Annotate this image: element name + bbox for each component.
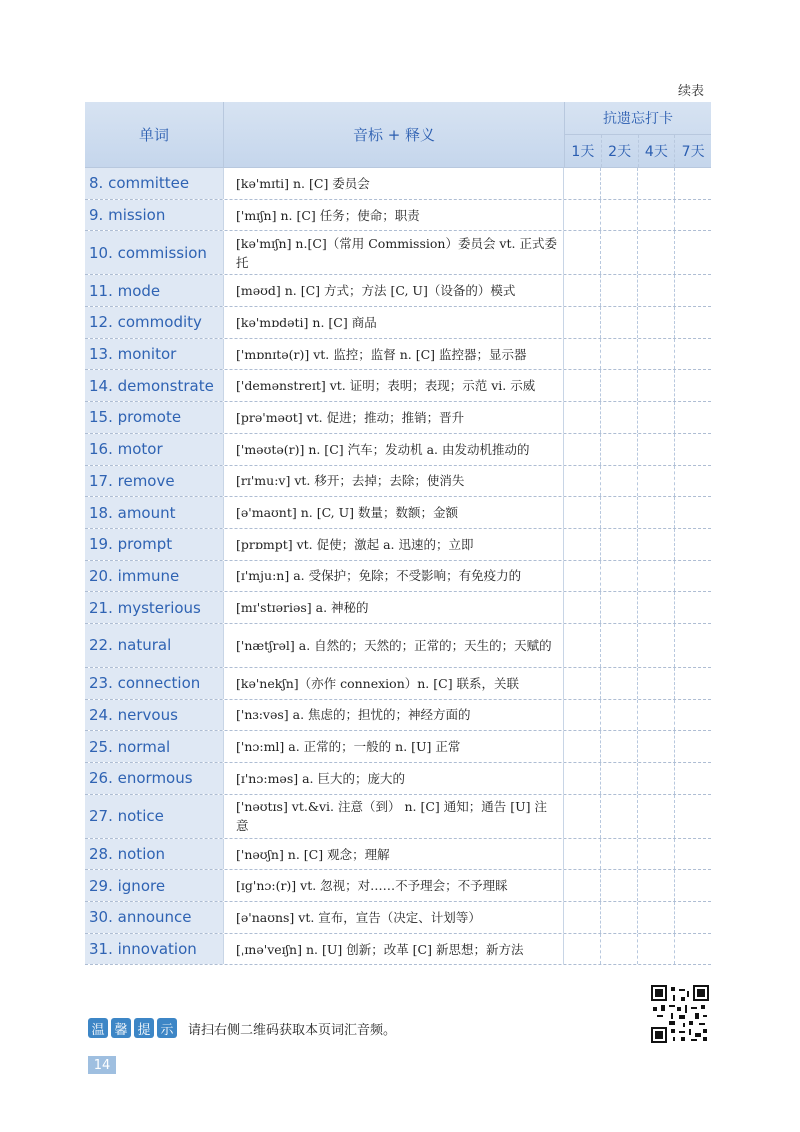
word-cell: 16. motor [85,434,223,465]
checkin-box-1天[interactable] [564,624,600,667]
definition-cell: [prə'məʊt] vt. 促进；推动；推销；晋升 [223,402,563,433]
header-day-7: 7天 [674,135,711,167]
checkin-box-7天[interactable] [674,466,711,497]
word-cell: 31. innovation [85,934,223,965]
checkin-box-4天[interactable] [637,934,674,965]
checkin-box-7天[interactable] [674,370,711,401]
checkin-cells [563,231,711,274]
checkin-box-1天[interactable] [564,795,600,838]
word-cell: 17. remove [85,466,223,497]
word-cell: 27. notice [85,795,223,838]
table-row [85,624,711,668]
checkin-box-4天[interactable] [637,275,674,306]
checkin-cells [563,168,711,199]
checkin-box-7天[interactable] [674,307,711,338]
checkin-box-2天[interactable] [600,497,637,528]
checkin-box-7天[interactable] [674,231,711,274]
checkin-box-1天[interactable] [564,592,600,623]
definition-cell: [məʊd] n. [C] 方式；方法 [C, U]（设备的）模式 [223,275,563,306]
tip-badge: 馨 [111,1018,131,1038]
table-row [85,795,711,839]
definition-cell: ['demənstreɪt] vt. 证明；表明；表现；示范 vi. 示威 [223,370,563,401]
checkin-cells [563,200,711,231]
word-cell: 23. connection [85,668,223,699]
checkin-box-2天[interactable] [600,168,637,199]
word-cell: 25. normal [85,731,223,762]
checkin-box-4天[interactable] [637,902,674,933]
header-days [565,135,711,167]
checkin-box-1天[interactable] [564,168,600,199]
checkin-box-2天[interactable] [600,231,637,274]
checkin-box-7天[interactable] [674,902,711,933]
word-cell: 8. committee [85,168,223,199]
word-cell: 24. nervous [85,700,223,731]
word-cell: 14. demonstrate [85,370,223,401]
word-cell: 26. enormous [85,763,223,794]
checkin-box-4天[interactable] [637,795,674,838]
checkin-box-4天[interactable] [637,731,674,762]
checkin-box-2天[interactable] [600,370,637,401]
definition-cell: ['mɪʃn] n. [C] 任务；使命；职责 [223,200,563,231]
word-cell: 9. mission [85,200,223,231]
checkin-cells [563,700,711,731]
checkin-box-1天[interactable] [564,497,600,528]
word-cell: 30. announce [85,902,223,933]
definition-cell: ['nɜ:vəs] a. 焦虑的；担忧的；神经方面的 [223,700,563,731]
checkin-cells [563,402,711,433]
checkin-cells [563,275,711,306]
checkin-box-4天[interactable] [637,592,674,623]
checkin-box-2天[interactable] [600,307,637,338]
checkin-box-1天[interactable] [564,200,600,231]
definition-cell: ['məʊtə(r)] n. [C] 汽车；发动机 a. 由发动机推动的 [223,434,563,465]
checkin-box-2天[interactable] [600,561,637,592]
checkin-box-1天[interactable] [564,231,600,274]
definition-cell: [ə'maʊnt] n. [C, U] 数量；数额；金额 [223,497,563,528]
word-cell: 15. promote [85,402,223,433]
checkin-cells [563,307,711,338]
checkin-box-7天[interactable] [674,795,711,838]
definition-cell: [prɒmpt] vt. 促使；激起 a. 迅速的；立即 [223,529,563,560]
table-row [85,839,711,871]
checkin-box-1天[interactable] [564,839,600,870]
checkin-box-7天[interactable] [674,870,711,901]
checkin-box-1天[interactable] [564,902,600,933]
checkin-box-7天[interactable] [674,200,711,231]
checkin-box-2天[interactable] [600,466,637,497]
word-cell: 28. notion [85,839,223,870]
definition-cell: [ˌɪnə'veɪʃn] n. [U] 创新；改革 [C] 新思想；新方法 [223,934,563,965]
definition-cell: [kə'mɒdəti] n. [C] 商品 [223,307,563,338]
definition-cell: [ɪ'nɔ:məs] a. 巨大的；庞大的 [223,763,563,794]
table-row [85,561,711,593]
definition-cell: ['nɔ:ml] a. 正常的；一般的 n. [U] 正常 [223,731,563,762]
checkin-cells [563,434,711,465]
word-cell: 19. prompt [85,529,223,560]
checkin-cells [563,624,711,667]
definition-cell: [ə'naʊns] vt. 宣布，宣告（决定、计划等） [223,902,563,933]
checkin-cells [563,339,711,370]
table-row [85,466,711,498]
continued-label: 续表 [678,84,705,99]
checkin-box-2天[interactable] [600,870,637,901]
definition-cell: [rɪ'mu:v] vt. 移开；去掉；去除；使消失 [223,466,563,497]
checkin-box-4天[interactable] [637,700,674,731]
definition-cell: ['mɒnɪtə(r)] vt. 监控；监督 n. [C] 监控器；显示器 [223,339,563,370]
checkin-box-7天[interactable] [674,624,711,667]
checkin-box-1天[interactable] [564,561,600,592]
checkin-box-1天[interactable] [564,466,600,497]
definition-cell: [mɪ'stɪəriəs] a. 神秘的 [223,592,563,623]
checkin-box-7天[interactable] [674,168,711,199]
checkin-box-2天[interactable] [600,902,637,933]
checkin-cells [563,870,711,901]
checkin-box-7天[interactable] [674,700,711,731]
checkin-box-7天[interactable] [674,275,711,306]
checkin-cells [563,592,711,623]
checkin-box-4天[interactable] [637,339,674,370]
checkin-cells [563,497,711,528]
table-row [85,731,711,763]
checkin-box-7天[interactable] [674,497,711,528]
checkin-cells [563,466,711,497]
table-row [85,200,711,232]
page-number: 14 [88,1056,116,1074]
checkin-box-2天[interactable] [600,700,637,731]
checkin-box-4天[interactable] [637,561,674,592]
tip-badge: 温 [88,1018,108,1038]
checkin-cells [563,731,711,762]
checkin-box-4天[interactable] [637,402,674,433]
word-cell: 20. immune [85,561,223,592]
table-row [85,934,711,966]
table-row [85,434,711,466]
checkin-box-2天[interactable] [600,200,637,231]
checkin-box-2天[interactable] [600,731,637,762]
checkin-box-4天[interactable] [637,763,674,794]
checkin-box-4天[interactable] [637,231,674,274]
definition-cell: [ɪg'nɔ:(r)] vt. 忽视；对……不予理会；不予理睬 [223,870,563,901]
checkin-box-2天[interactable] [600,934,637,965]
checkin-cells [563,902,711,933]
table-row [85,497,711,529]
tip-text: 请扫右侧二维码获取本页词汇音频。 [188,1022,397,1038]
checkin-box-7天[interactable] [674,529,711,560]
definition-cell: [ɪ'mju:n] a. 受保护；免除；不受影响；有免疫力的 [223,561,563,592]
checkin-box-4天[interactable] [637,624,674,667]
checkin-box-2天[interactable] [600,529,637,560]
table-row [85,231,711,275]
table-row [85,763,711,795]
tip-badge: 提 [134,1018,154,1038]
checkin-box-1天[interactable] [564,339,600,370]
definition-cell: ['nætʃrəl] a. 自然的；天然的；正常的；天生的；天赋的 [223,624,563,667]
checkin-box-2天[interactable] [600,624,637,667]
header-day-2: 2天 [601,135,638,167]
word-cell: 22. natural [85,624,223,667]
checkin-box-4天[interactable] [637,370,674,401]
checkin-box-1天[interactable] [564,870,600,901]
checkin-cells [563,795,711,838]
checkin-box-4天[interactable] [637,529,674,560]
header-checkin [564,102,711,167]
table-body [85,168,711,965]
checkin-box-4天[interactable] [637,307,674,338]
checkin-box-4天[interactable] [637,497,674,528]
checkin-box-7天[interactable] [674,402,711,433]
checkin-box-2天[interactable] [600,434,637,465]
table-row [85,370,711,402]
checkin-box-1天[interactable] [564,275,600,306]
checkin-box-7天[interactable] [674,592,711,623]
checkin-cells [563,370,711,401]
checkin-box-4天[interactable] [637,466,674,497]
tip-banner [88,1018,396,1038]
checkin-box-7天[interactable] [674,839,711,870]
checkin-cells [563,839,711,870]
checkin-box-2天[interactable] [600,339,637,370]
checkin-box-4天[interactable] [637,668,674,699]
checkin-box-1天[interactable] [564,700,600,731]
checkin-box-7天[interactable] [674,934,711,965]
checkin-box-7天[interactable] [674,668,711,699]
checkin-box-7天[interactable] [674,561,711,592]
checkin-box-1天[interactable] [564,434,600,465]
checkin-box-4天[interactable] [637,168,674,199]
checkin-box-1天[interactable] [564,668,600,699]
table-row [85,902,711,934]
checkin-box-2天[interactable] [600,839,637,870]
checkin-box-4天[interactable] [637,870,674,901]
checkin-box-2天[interactable] [600,402,637,433]
table-row [85,402,711,434]
table-row [85,339,711,371]
checkin-box-4天[interactable] [637,200,674,231]
word-cell: 10. commission [85,231,223,274]
checkin-box-7天[interactable] [674,763,711,794]
checkin-box-4天[interactable] [637,434,674,465]
checkin-cells [563,561,711,592]
header-day-1: 1天 [571,144,595,160]
checkin-box-1天[interactable] [564,307,600,338]
checkin-box-1天[interactable] [564,529,600,560]
table-row [85,870,711,902]
qr-code-icon[interactable] [651,985,709,1043]
checkin-box-7天[interactable] [674,339,711,370]
table-row [85,592,711,624]
header-definition: 音标 + 释义 [223,102,564,167]
checkin-cells [563,934,711,965]
table-row [85,700,711,732]
word-cell: 18. amount [85,497,223,528]
checkin-box-7天[interactable] [674,731,711,762]
table-row [85,168,711,200]
checkin-box-1天[interactable] [564,402,600,433]
vocab-table [85,102,711,965]
checkin-box-1天[interactable] [564,763,600,794]
word-cell: 11. mode [85,275,223,306]
checkin-cells [563,529,711,560]
checkin-cells [563,763,711,794]
definition-cell: ['nəʊʃn] n. [C] 观念；理解 [223,839,563,870]
word-cell: 12. commodity [85,307,223,338]
table-row [85,668,711,700]
definition-cell: [kə'mɪʃn] n.[C]（常用 Commission）委员会 vt. 正式委托 [223,231,563,274]
header-checkin-title: 抗遗忘打卡 [565,102,711,135]
checkin-box-2天[interactable] [600,668,637,699]
checkin-box-1天[interactable] [564,934,600,965]
checkin-box-2天[interactable] [600,592,637,623]
word-cell: 29. ignore [85,870,223,901]
table-row [85,307,711,339]
checkin-box-4天[interactable] [637,839,674,870]
table-header [85,102,711,168]
checkin-box-2天[interactable] [600,275,637,306]
definition-cell: [kə'nekʃn]（亦作 connexion）n. [C] 联系，关联 [223,668,563,699]
table-row [85,275,711,307]
definition-cell: [kə'mɪti] n. [C] 委员会 [223,168,563,199]
checkin-box-1天[interactable] [564,731,600,762]
word-cell: 21. mysterious [85,592,223,623]
table-row [85,529,711,561]
header-day-4: 4天 [638,135,675,167]
definition-cell: ['nəʊtɪs] vt.&vi. 注意（到） n. [C] 通知；通告 [U] 注意 [223,795,563,838]
checkin-box-2天[interactable] [600,763,637,794]
checkin-box-7天[interactable] [674,434,711,465]
word-cell: 13. monitor [85,339,223,370]
checkin-cells [563,668,711,699]
checkin-box-1天[interactable] [564,370,600,401]
checkin-box-2天[interactable] [600,795,637,838]
tip-badge: 示 [157,1018,177,1038]
header-word: 单词 [138,126,169,144]
